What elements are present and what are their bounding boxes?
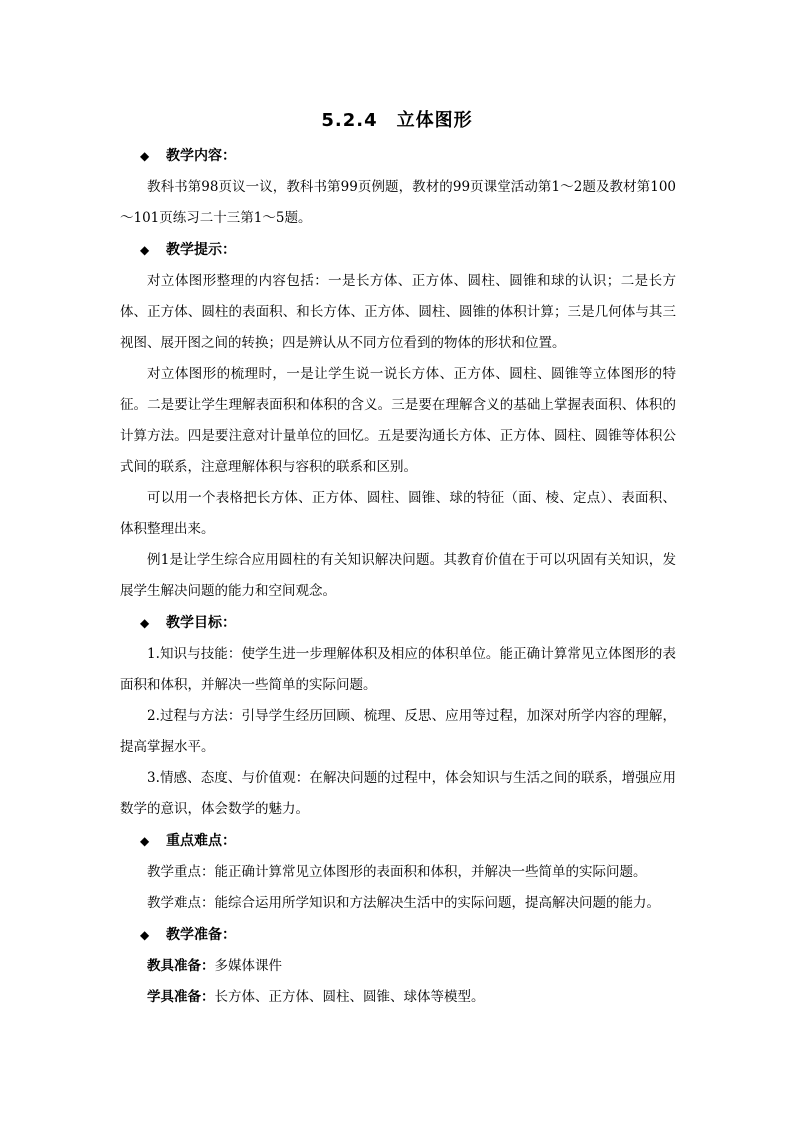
- page-title: 5.2.4 立体图形: [321, 110, 473, 131]
- section-heading-goals: [120, 609, 676, 637]
- prep-value: 多媒体课件: [214, 958, 282, 974]
- paragraph: 例1是让学生综合应用圆柱的有关知识解决问题。其教育价值在于可以巩固有关知识，发展学生解决问题的能力和空间观念。: [120, 552, 676, 599]
- paragraph: 教学难点：能综合运用所学知识和方法解决生活中的实际问题，提高解决问题的能力。: [147, 895, 660, 911]
- diamond-bullet-icon: ◆: [140, 149, 150, 163]
- section-heading-label: 教学准备：: [166, 927, 236, 943]
- diamond-bullet-icon: ◆: [140, 834, 150, 848]
- section-heading-prep: [120, 921, 676, 949]
- diamond-bullet-icon: ◆: [140, 616, 150, 630]
- prep-label: 学具准备：: [147, 989, 215, 1005]
- section-heading-label: 教学目标：: [166, 615, 236, 631]
- diamond-bullet-icon: ◆: [140, 928, 150, 942]
- section-heading-key: [120, 827, 676, 855]
- prep-value: 长方体、正方体、圆柱、圆锥、球体等模型。: [214, 989, 485, 1005]
- paragraph: 可以用一个表格把长方体、正方体、圆柱、圆锥、球的特征（面、棱、定点）、表面积、体积整理出来。: [120, 490, 676, 537]
- diamond-bullet-icon: ◆: [140, 243, 150, 257]
- paragraph: 教科书第98页议一议，教科书第99页例题，教材的99页课堂活动第1～2题及教材第100～101页练习二十三第1～5题。: [120, 179, 676, 226]
- section-heading-label: 教学内容：: [166, 148, 236, 164]
- paragraph: 对立体图形的梳理时，一是让学生说一说长方体、正方体、圆柱、圆锥等立体图形的特征。二是要让学生理解表面积和体积的含义。三是要在理解含义的基础上掌握表面积、体积的计算方法。四是要注意对计量单位的回忆。五是要沟通长方体、正方体、圆柱、圆锥等体积公式间的联系，注意理解体积与容积的联系和区别。: [120, 366, 676, 475]
- document-body: [120, 140, 676, 1013]
- paragraph: 对立体图形整理的内容包括：一是长方体、正方体、圆柱、圆锥和球的认识；二是长方体、正方体、圆柱的表面积、和长方体、正方体、圆柱、圆锥的体积计算；三是几何体与其三视图、展开图之间的转换；四是辨认从不同方位看到的物体的形状和位置。: [120, 273, 676, 351]
- section-heading-content: [120, 142, 676, 170]
- prep-line-student: [120, 982, 676, 1013]
- section-heading-label: 重点难点：: [166, 833, 236, 849]
- section-heading-label: 教学提示：: [166, 242, 236, 258]
- section-heading-hints: [120, 236, 676, 264]
- paragraph: 3.情感、态度、与价值观：在解决问题的过程中，体会知识与生活之间的联系，增强应用数学的意识，体会数学的魅力。: [120, 770, 676, 817]
- paragraph: 1.知识与技能：使学生进一步理解体积及相应的体积单位。能正确计算常见立体图形的表面积和体积，并解决一些简单的实际问题。: [120, 646, 676, 693]
- prep-line-teacher: [120, 951, 676, 982]
- paragraph: 2.过程与方法：引导学生经历回顾、梳理、反思、应用等过程，加深对所学内容的理解，提高掌握水平。: [120, 708, 676, 755]
- prep-label: 教具准备：: [147, 958, 215, 974]
- paragraph: 教学重点：能正确计算常见立体图形的表面积和体积，并解决一些简单的实际问题。: [147, 864, 647, 880]
